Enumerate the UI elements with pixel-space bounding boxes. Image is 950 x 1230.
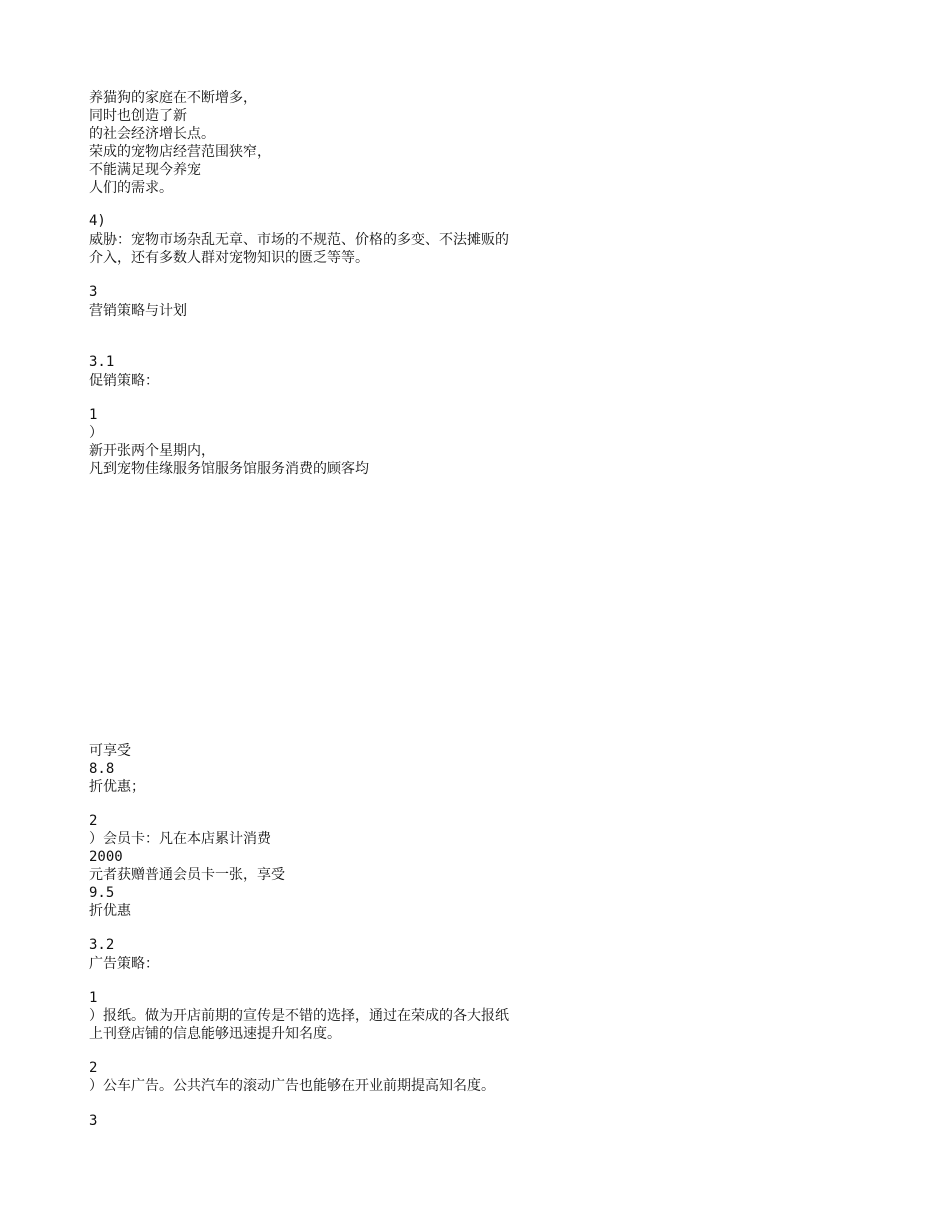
text-line: 凡到宠物佳缘服务馆服务馆服务消费的顾客均 xyxy=(89,461,369,477)
text-line: 元者获赠普通会员卡一张，享受 xyxy=(89,867,285,883)
subsection-number: 3.2 xyxy=(89,937,115,953)
text-line: 折优惠 xyxy=(89,903,131,919)
text-line: ）会员卡：凡在本店累计消费 xyxy=(89,831,271,847)
text-line: ） xyxy=(89,425,103,441)
text-line: 人们的需求。 xyxy=(89,180,173,196)
item-number: 2 xyxy=(89,1060,98,1076)
text-line: 养猫狗的家庭在不断增多， xyxy=(89,90,257,106)
text-line: 可享受 xyxy=(89,743,131,759)
text-line: 同时也创造了新 xyxy=(89,108,187,124)
number-value: 9.5 xyxy=(89,885,115,901)
subsection-heading: 广告策略： xyxy=(89,956,159,972)
item-number: 3 xyxy=(89,1113,98,1129)
text-line: 折优惠； xyxy=(89,779,145,795)
section-heading: 营销策略与计划 xyxy=(89,303,187,319)
number-value: 8.8 xyxy=(89,761,115,777)
subsection-number: 3.1 xyxy=(89,354,115,370)
text-line: 上刊登店铺的信息能够迅速提升知名度。 xyxy=(89,1026,341,1042)
item-number: 4) xyxy=(89,213,106,229)
item-number: 2 xyxy=(89,813,98,829)
subsection-heading: 促销策略： xyxy=(89,373,159,389)
item-number: 1 xyxy=(89,407,98,423)
text-line: 荣成的宠物店经营范围狭窄， xyxy=(89,144,271,160)
number-value: 2000 xyxy=(89,849,123,865)
text-line: ）报纸。做为开店前期的宣传是不错的选择，通过在荣成的各大报纸 xyxy=(89,1008,509,1024)
item-number: 1 xyxy=(89,990,98,1006)
text-line: 新开张两个星期内， xyxy=(89,443,215,459)
text-line: 威胁：宠物市场杂乱无章、市场的不规范、价格的多变、不法摊贩的 xyxy=(89,232,509,248)
text-line: 不能满足现今养宠 xyxy=(89,162,201,178)
text-line: ）公车广告。公共汽车的滚动广告也能够在开业前期提高知名度。 xyxy=(89,1078,495,1094)
text-line: 介入，还有多数人群对宠物知识的匮乏等等。 xyxy=(89,250,369,266)
section-number: 3 xyxy=(89,284,98,300)
text-line: 的社会经济增长点。 xyxy=(89,126,215,142)
